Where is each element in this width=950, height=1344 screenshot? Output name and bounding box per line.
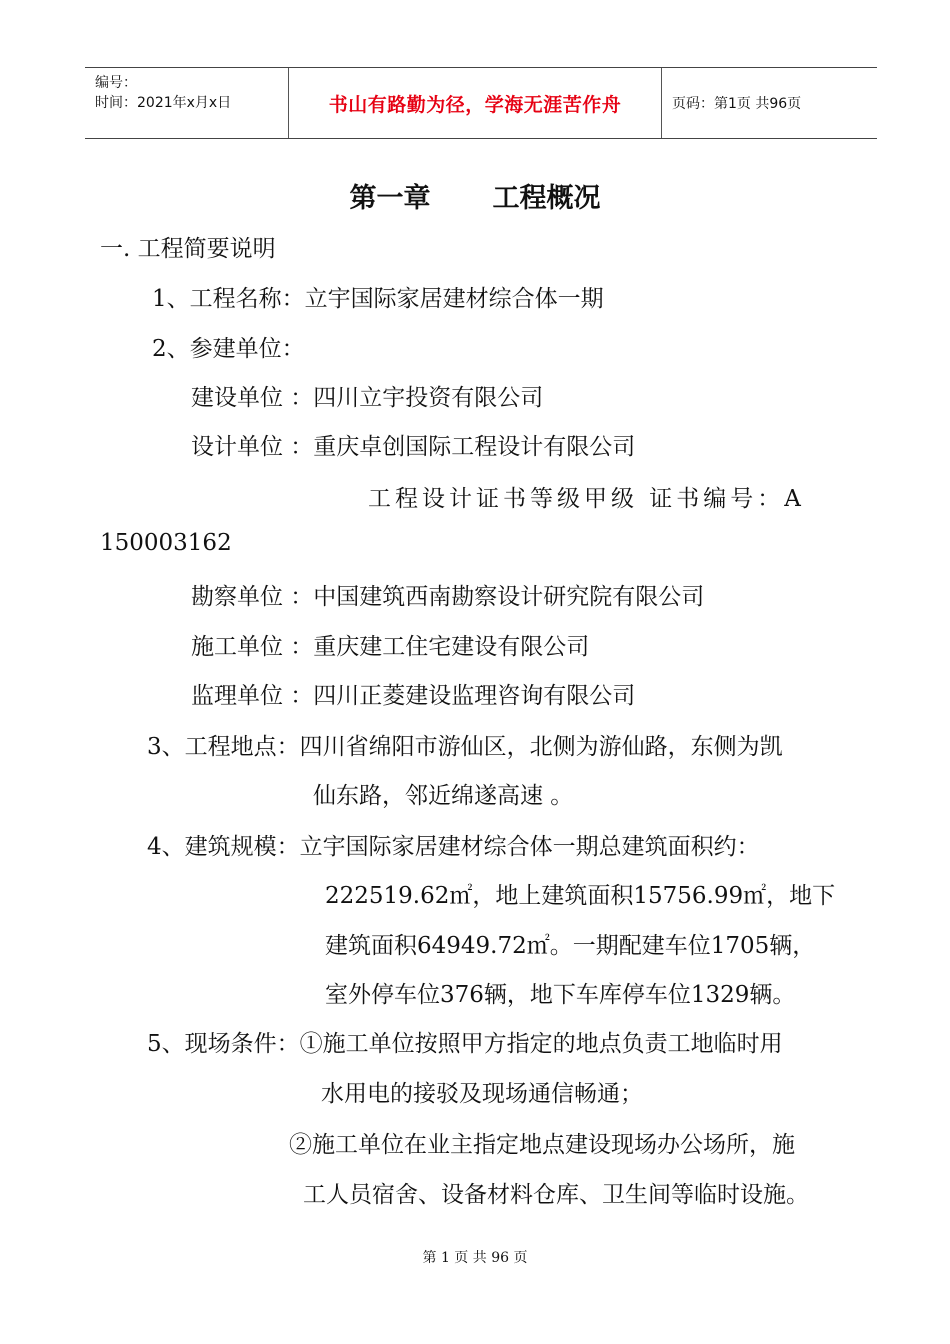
chapter-name: 工程概况 [492,183,601,214]
page-footer: 第 1 页 共 96 页 [422,1250,528,1266]
header-motto: 书山有路勤为径，学海无涯苦作舟 [328,93,622,116]
chapter-title [0,176,950,215]
site-conditions-line2: 水用电的接驳及现场通信畅通； [321,1081,643,1107]
site-conditions-line1: 5、现场条件：①施工单位按照甲方指定的地点负责工地临时用 [147,1031,783,1057]
header-meta-cell [85,68,289,138]
builder-unit: 建设单位 ：四川立宇投资有限公司 [191,385,544,411]
project-name-item: 1、工程名称：立宇国际家居建材综合体一期 [152,286,604,312]
section-heading: 一. 工程简要说明 [100,236,276,262]
building-scale-line3: 建筑面积64949.72㎡。一期配建车位1705辆， [325,933,816,959]
construction-unit: 施工单位 ：重庆建工住宅建设有限公司 [191,634,590,660]
building-scale-line1: 4、建筑规模：立宇国际家居建材综合体一期总建筑面积约： [147,834,760,860]
design-certificate: 工程设计证书等级甲级 证书编号：A [368,486,805,512]
project-location-line1: 3、工程地点：四川省绵阳市游仙区，北侧为游仙路，东侧为凯 [147,734,783,760]
survey-unit: 勘察单位 ：中国建筑西南勘察设计研究院有限公司 [191,584,705,610]
design-unit: 设计单位 ：重庆卓创国际工程设计有限公司 [191,434,636,460]
header-page-cell [662,68,877,138]
project-location-line2: 仙东路，邻近绵遂高速 。 [313,783,574,809]
site-conditions-line3: ②施工单位在业主指定地点建设现场办公场所，施 [289,1132,795,1158]
certificate-number: 150003162 [100,530,232,556]
supervision-unit: 监理单位 ：四川正菱建设监理咨询有限公司 [191,683,636,709]
participants-item: 2、参建单位： [152,336,305,362]
page-header [85,67,877,139]
site-conditions-line4: 工人员宿舍、设备材料仓库、卫生间等临时设施。 [303,1182,809,1208]
header-time-label: 时间：2021年x月x日 [95,95,232,111]
header-number-label: 编号： [95,75,137,91]
header-page-info: 页码：第1页 共96页 [672,96,802,112]
header-motto-cell [289,68,662,138]
building-scale-line2: 222519.62㎡，地上建筑面积15756.99㎡，地下 [325,883,836,909]
chapter-number: 第一章 [349,183,431,214]
building-scale-line4: 室外停车位376辆，地下车库停车位1329辆。 [325,982,796,1008]
